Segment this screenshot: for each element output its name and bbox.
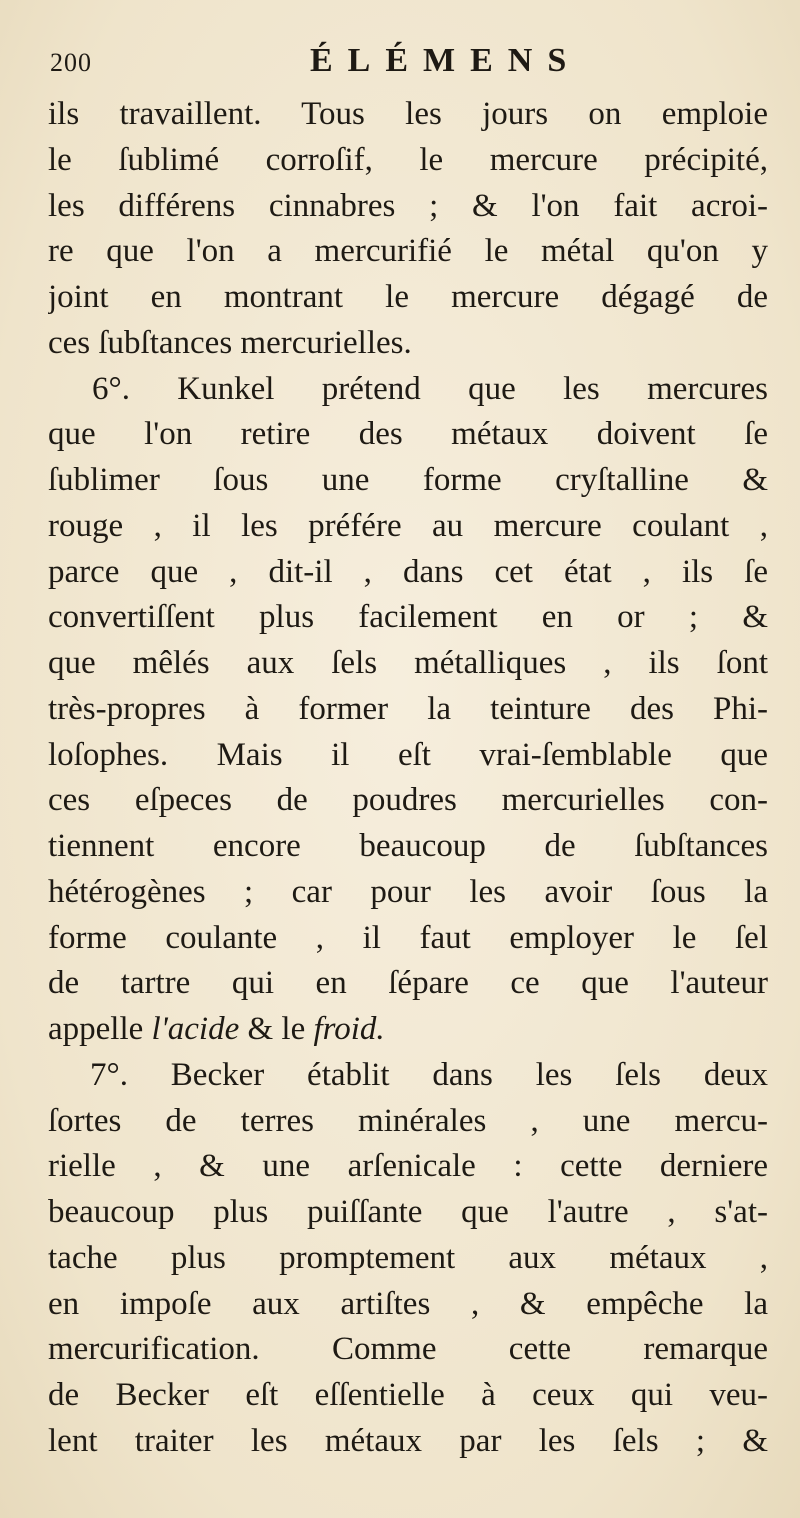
paragraph-start-line: 7°. Becker établit dans les ſels deux bbox=[90, 1056, 768, 1093]
text-line: les différens cinnabres ; & l'on fait acroi- bbox=[48, 187, 768, 224]
page-header bbox=[50, 40, 770, 86]
text-line: rielle , & une arſenicale : cette derniere bbox=[48, 1148, 768, 1185]
page-number: 200 bbox=[50, 48, 92, 77]
text-line: hétérogènes ; car pour les avoir ſous la bbox=[48, 873, 768, 910]
text-line: le ſublimé corroſif, le mercure précipité, bbox=[48, 141, 768, 178]
text-line: ces eſpeces de poudres mercurielles con- bbox=[48, 782, 768, 819]
text-line: rouge , il les préfére au mercure coulant , bbox=[48, 507, 768, 544]
text-line: re que l'on a mercurifié le métal qu'on y bbox=[48, 233, 768, 270]
text-run: & le bbox=[239, 1011, 314, 1047]
text-line: ſublimer ſous une forme cryſtalline & bbox=[48, 462, 768, 498]
text-line: forme coulante , il faut employer le ſel bbox=[48, 919, 768, 956]
text-line: parce que , dit-il , dans cet état , ils ſe bbox=[48, 553, 768, 590]
text-line: ſortes de terres minérales , une mercu- bbox=[48, 1102, 768, 1139]
text-run: appelle bbox=[48, 1011, 152, 1047]
italic-term: l'acide bbox=[151, 1011, 240, 1047]
text-line: beaucoup plus puiſſante que l'autre , s'at- bbox=[48, 1194, 768, 1230]
text-line: de tartre qui en ſépare ce que l'auteur bbox=[48, 965, 768, 1002]
text-line: tiennent encore beaucoup de ſubſtances bbox=[48, 828, 768, 864]
italic-term: froid. bbox=[313, 1011, 385, 1047]
body-text bbox=[48, 92, 768, 1465]
running-title: ÉLÉMENS bbox=[310, 42, 582, 79]
text-line: convertiſſent plus facilement en or ; & bbox=[48, 599, 768, 636]
text-line: loſophes. Mais il eſt vrai-ſemblable que bbox=[48, 736, 768, 773]
text-line: ils travaillent. Tous les jours on emploie bbox=[48, 96, 768, 132]
text-line: que mêlés aux ſels métalliques , ils ſont bbox=[48, 645, 768, 681]
text-line: joint en montrant le mercure dégagé de bbox=[48, 279, 768, 315]
text-line: tache plus promptement aux métaux , bbox=[48, 1239, 768, 1276]
text-line: mercurification. Comme cette remarque bbox=[48, 1331, 768, 1368]
paragraph-start-line: 6°. Kunkel prétend que les mercures bbox=[92, 370, 768, 407]
text-line: en impoſe aux artiſtes , & empêche la bbox=[48, 1285, 768, 1322]
text-line: que l'on retire des métaux doivent ſe bbox=[48, 416, 768, 453]
text-line: de Becker eſt eſſentielle à ceux qui veu- bbox=[48, 1377, 768, 1413]
text-line: ces ſubſtances mercurielles. bbox=[48, 324, 412, 361]
text-line: lent traiter les métaux par les ſels ; & bbox=[48, 1422, 768, 1459]
text-line bbox=[48, 1007, 768, 1053]
text-line: très-propres à former la teinture des Phi- bbox=[48, 690, 768, 727]
